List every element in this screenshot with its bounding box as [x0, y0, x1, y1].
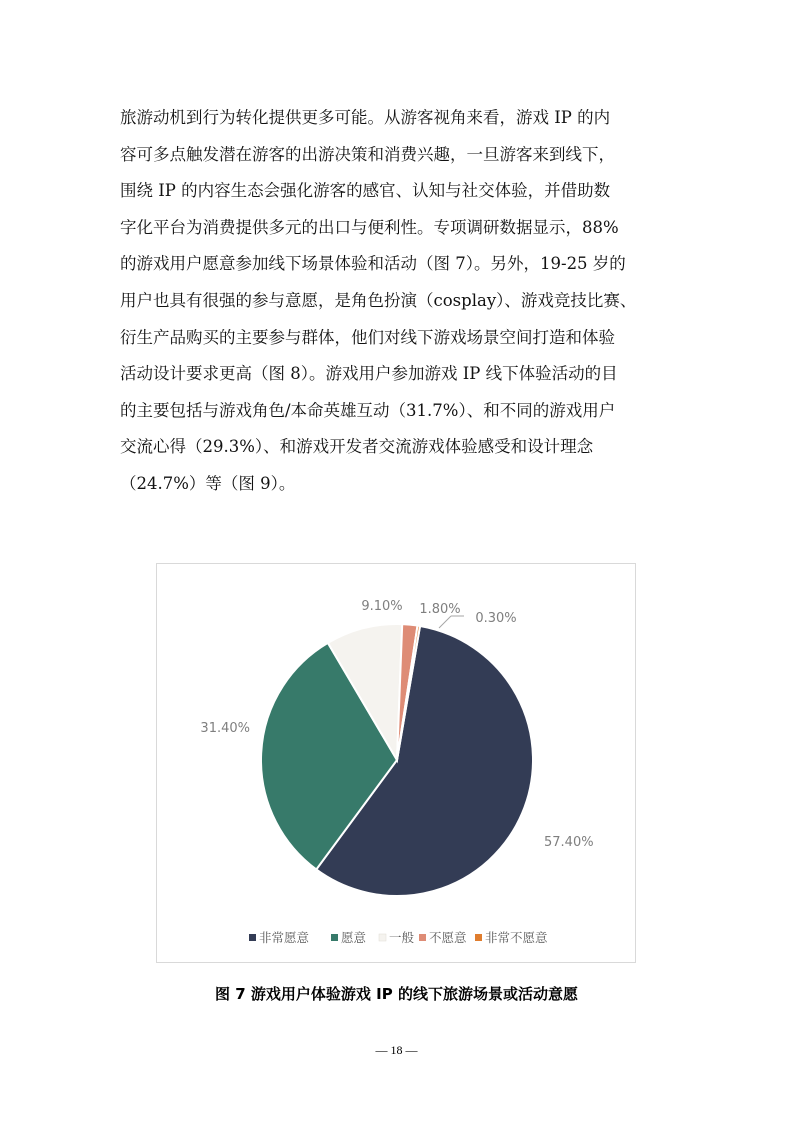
legend-label: 一般: [389, 930, 415, 945]
legend-label: 非常不愿意: [485, 930, 548, 945]
pie-chart-frame: [156, 563, 636, 963]
legend-swatch: [419, 934, 426, 941]
paragraph-line: 围绕 IP 的内容生态会强化游客的感官、认知与社交体验，并借助数: [120, 181, 611, 201]
paragraph-line: 旅游动机到行为转化提供更多可能。从游客视角来看，游戏 IP 的内: [120, 108, 611, 127]
paragraph-line: 衍生产品购买的主要参与群体，他们对线下游戏场景空间打造和体验: [120, 327, 615, 347]
legend-label: 不愿意: [429, 930, 467, 945]
leader-line: [439, 616, 451, 628]
legend-swatch: [249, 934, 256, 941]
paragraph-line: 活动设计要求更高（图 8）。游戏用户参加游戏 IP 线下体验活动的目: [120, 364, 618, 384]
paragraph-line: 的主要包括与游戏角色/本命英雄互动（31.7%）、和不同的游戏用户: [120, 400, 616, 420]
legend-label: 非常愿意: [259, 930, 310, 945]
figure-caption: 图 7 游戏用户体验游戏 IP 的线下旅游场景或活动意愿: [215, 985, 578, 1003]
legend-swatch: [475, 934, 482, 941]
paragraph-line: 的游戏用户愿意参加线下场景体验和活动（图 7）。另外，19-25 岁的: [120, 254, 626, 274]
paragraph-line: 容可多点触发潜在游客的出游决策和消费兴趣，一旦游客来到线下，: [120, 144, 615, 164]
paragraph-line: 用户也具有很强的参与意愿，是角色扮演（cosplay）、游戏竞技比赛、: [120, 290, 637, 310]
pie-chart: [157, 564, 637, 964]
page-number: — 18 —: [375, 1043, 418, 1057]
data-label: 0.30%: [475, 611, 517, 626]
data-label: 9.10%: [361, 599, 403, 614]
paragraph-line: 字化平台为消费提供多元的出口与便利性。专项调研数据显示，88%: [120, 217, 619, 237]
data-label: 57.40%: [544, 835, 594, 850]
body-paragraph: [120, 100, 675, 503]
data-label: 31.40%: [200, 721, 250, 736]
legend-swatch: [331, 934, 338, 941]
data-label: 1.80%: [419, 602, 461, 617]
legend-swatch: [379, 934, 386, 941]
paragraph-line: 交流心得（29.3%）、和游戏开发者交流游戏体验感受和设计理念: [120, 437, 594, 457]
legend-label: 愿意: [341, 930, 367, 945]
paragraph-line: （24.7%）等（图 9）。: [120, 473, 296, 493]
